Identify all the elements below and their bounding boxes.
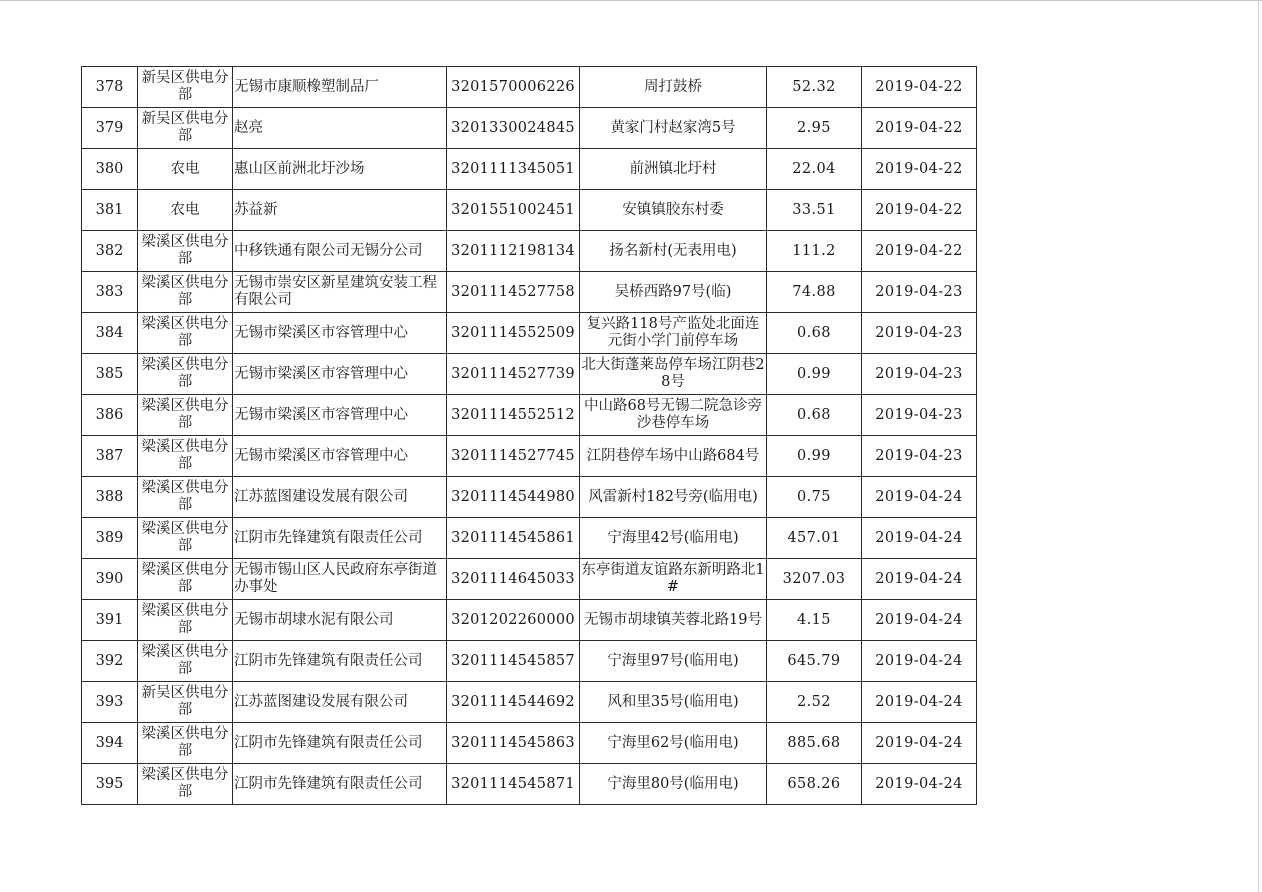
row-number-cell: 393 [82, 682, 138, 723]
account-number-cell: 3201111345051 [447, 149, 580, 190]
date-cell: 2019-04-24 [862, 559, 977, 600]
customer-name-cell: 江苏蓝图建设发展有限公司 [233, 682, 447, 723]
table-row [82, 190, 977, 231]
customer-name-cell: 中移铁通有限公司无锡分公司 [233, 231, 447, 272]
amount-cell: 885.68 [767, 723, 862, 764]
customer-name-cell: 无锡市胡埭水泥有限公司 [233, 600, 447, 641]
address-cell: 宁海里97号(临用电) [580, 641, 767, 682]
customer-name-cell: 赵亮 [233, 108, 447, 149]
account-number-cell: 3201114552512 [447, 395, 580, 436]
address-cell: 安镇镇胶东村委 [580, 190, 767, 231]
account-number-cell: 3201114645033 [447, 559, 580, 600]
table-row [82, 518, 977, 559]
date-cell: 2019-04-22 [862, 149, 977, 190]
date-cell: 2019-04-23 [862, 395, 977, 436]
address-cell: 东亭街道友谊路东新明路北1# [580, 559, 767, 600]
row-number-cell: 394 [82, 723, 138, 764]
row-number-cell: 387 [82, 436, 138, 477]
row-number-cell: 392 [82, 641, 138, 682]
amount-cell: 52.32 [767, 67, 862, 108]
address-cell: 周打鼓桥 [580, 67, 767, 108]
address-cell: 宁海里62号(临用电) [580, 723, 767, 764]
supply-unit-cell: 梁溪区供电分部 [138, 559, 233, 600]
supply-unit-cell: 梁溪区供电分部 [138, 641, 233, 682]
date-cell: 2019-04-24 [862, 723, 977, 764]
account-number-cell: 3201570006226 [447, 67, 580, 108]
supply-unit-cell: 梁溪区供电分部 [138, 231, 233, 272]
data-table [81, 66, 977, 805]
customer-name-cell: 惠山区前洲北圩沙场 [233, 149, 447, 190]
row-number-cell: 380 [82, 149, 138, 190]
address-cell: 宁海里80号(临用电) [580, 764, 767, 805]
supply-unit-cell: 梁溪区供电分部 [138, 354, 233, 395]
address-cell: 无锡市胡埭镇芙蓉北路19号 [580, 600, 767, 641]
supply-unit-cell: 梁溪区供电分部 [138, 477, 233, 518]
address-cell: 中山路68号无锡二院急诊旁沙巷停车场 [580, 395, 767, 436]
address-cell: 风雷新村182号旁(临用电) [580, 477, 767, 518]
supply-unit-cell: 梁溪区供电分部 [138, 436, 233, 477]
address-cell: 风和里35号(临用电) [580, 682, 767, 723]
table-row [82, 272, 977, 313]
row-number-cell: 386 [82, 395, 138, 436]
customer-name-cell: 江阴市先锋建筑有限责任公司 [233, 518, 447, 559]
amount-cell: 22.04 [767, 149, 862, 190]
amount-cell: 33.51 [767, 190, 862, 231]
supply-unit-cell: 农电 [138, 149, 233, 190]
supply-unit-cell: 梁溪区供电分部 [138, 600, 233, 641]
row-number-cell: 381 [82, 190, 138, 231]
date-cell: 2019-04-23 [862, 272, 977, 313]
date-cell: 2019-04-24 [862, 641, 977, 682]
table-row [82, 313, 977, 354]
row-number-cell: 391 [82, 600, 138, 641]
date-cell: 2019-04-23 [862, 313, 977, 354]
account-number-cell: 3201114544980 [447, 477, 580, 518]
supply-unit-cell: 新吴区供电分部 [138, 108, 233, 149]
address-cell: 宁海里42号(临用电) [580, 518, 767, 559]
page-top-border [0, 0, 1262, 1]
row-number-cell: 384 [82, 313, 138, 354]
amount-cell: 0.99 [767, 436, 862, 477]
address-cell: 黄家门村赵家湾5号 [580, 108, 767, 149]
account-number-cell: 3201114527758 [447, 272, 580, 313]
address-cell: 前洲镇北圩村 [580, 149, 767, 190]
table-row [82, 682, 977, 723]
customer-name-cell: 无锡市锡山区人民政府东亭街道办事处 [233, 559, 447, 600]
customer-name-cell: 江苏蓝图建设发展有限公司 [233, 477, 447, 518]
account-number-cell: 3201114527745 [447, 436, 580, 477]
date-cell: 2019-04-24 [862, 682, 977, 723]
address-cell: 复兴路118号产监处北面连元街小学门前停车场 [580, 313, 767, 354]
account-number-cell: 3201114552509 [447, 313, 580, 354]
address-cell: 北大街蓬莱岛停车场江阴巷28号 [580, 354, 767, 395]
row-number-cell: 395 [82, 764, 138, 805]
account-number-cell: 3201551002451 [447, 190, 580, 231]
supply-unit-cell: 梁溪区供电分部 [138, 518, 233, 559]
table-row [82, 395, 977, 436]
customer-name-cell: 江阴市先锋建筑有限责任公司 [233, 641, 447, 682]
amount-cell: 457.01 [767, 518, 862, 559]
amount-cell: 645.79 [767, 641, 862, 682]
row-number-cell: 382 [82, 231, 138, 272]
supply-unit-cell: 新吴区供电分部 [138, 67, 233, 108]
table-row [82, 559, 977, 600]
table-row [82, 354, 977, 395]
amount-cell: 2.95 [767, 108, 862, 149]
supply-unit-cell: 梁溪区供电分部 [138, 723, 233, 764]
supply-unit-cell: 梁溪区供电分部 [138, 272, 233, 313]
table-row [82, 67, 977, 108]
row-number-cell: 385 [82, 354, 138, 395]
account-number-cell: 3201114545857 [447, 641, 580, 682]
account-number-cell: 3201330024845 [447, 108, 580, 149]
row-number-cell: 389 [82, 518, 138, 559]
table-row [82, 436, 977, 477]
customer-name-cell: 无锡市梁溪区市容管理中心 [233, 354, 447, 395]
table-row [82, 723, 977, 764]
address-cell: 江阴巷停车场中山路684号 [580, 436, 767, 477]
account-number-cell: 3201114545863 [447, 723, 580, 764]
row-number-cell: 390 [82, 559, 138, 600]
account-number-cell: 3201112198134 [447, 231, 580, 272]
address-cell: 扬名新村(无表用电) [580, 231, 767, 272]
customer-name-cell: 无锡市康顺橡塑制品厂 [233, 67, 447, 108]
amount-cell: 3207.03 [767, 559, 862, 600]
account-number-cell: 3201114544692 [447, 682, 580, 723]
date-cell: 2019-04-24 [862, 600, 977, 641]
table-row [82, 149, 977, 190]
supply-unit-cell: 梁溪区供电分部 [138, 395, 233, 436]
customer-name-cell: 无锡市梁溪区市容管理中心 [233, 436, 447, 477]
date-cell: 2019-04-24 [862, 764, 977, 805]
table-row [82, 600, 977, 641]
account-number-cell: 3201114545861 [447, 518, 580, 559]
row-number-cell: 383 [82, 272, 138, 313]
row-number-cell: 388 [82, 477, 138, 518]
supply-unit-cell: 新吴区供电分部 [138, 682, 233, 723]
row-number-cell: 379 [82, 108, 138, 149]
customer-name-cell: 无锡市梁溪区市容管理中心 [233, 313, 447, 354]
amount-cell: 0.68 [767, 395, 862, 436]
customer-name-cell: 无锡市崇安区新星建筑安装工程有限公司 [233, 272, 447, 313]
date-cell: 2019-04-22 [862, 190, 977, 231]
supply-unit-cell: 梁溪区供电分部 [138, 313, 233, 354]
amount-cell: 4.15 [767, 600, 862, 641]
amount-cell: 0.99 [767, 354, 862, 395]
account-number-cell: 3201114527739 [447, 354, 580, 395]
amount-cell: 0.68 [767, 313, 862, 354]
table-row [82, 764, 977, 805]
date-cell: 2019-04-22 [862, 67, 977, 108]
amount-cell: 0.75 [767, 477, 862, 518]
date-cell: 2019-04-23 [862, 354, 977, 395]
table-body [82, 67, 977, 805]
customer-name-cell: 江阴市先锋建筑有限责任公司 [233, 764, 447, 805]
table-row [82, 231, 977, 272]
table-row [82, 108, 977, 149]
supply-unit-cell: 农电 [138, 190, 233, 231]
date-cell: 2019-04-22 [862, 108, 977, 149]
amount-cell: 658.26 [767, 764, 862, 805]
date-cell: 2019-04-24 [862, 477, 977, 518]
account-number-cell: 3201202260000 [447, 600, 580, 641]
table-row [82, 641, 977, 682]
customer-name-cell: 苏益新 [233, 190, 447, 231]
row-number-cell: 378 [82, 67, 138, 108]
page-right-border [1258, 0, 1259, 892]
amount-cell: 2.52 [767, 682, 862, 723]
amount-cell: 111.2 [767, 231, 862, 272]
address-cell: 吴桥西路97号(临) [580, 272, 767, 313]
customer-name-cell: 无锡市梁溪区市容管理中心 [233, 395, 447, 436]
date-cell: 2019-04-22 [862, 231, 977, 272]
account-number-cell: 3201114545871 [447, 764, 580, 805]
supply-unit-cell: 梁溪区供电分部 [138, 764, 233, 805]
table-row [82, 477, 977, 518]
date-cell: 2019-04-24 [862, 518, 977, 559]
date-cell: 2019-04-23 [862, 436, 977, 477]
amount-cell: 74.88 [767, 272, 862, 313]
customer-name-cell: 江阴市先锋建筑有限责任公司 [233, 723, 447, 764]
